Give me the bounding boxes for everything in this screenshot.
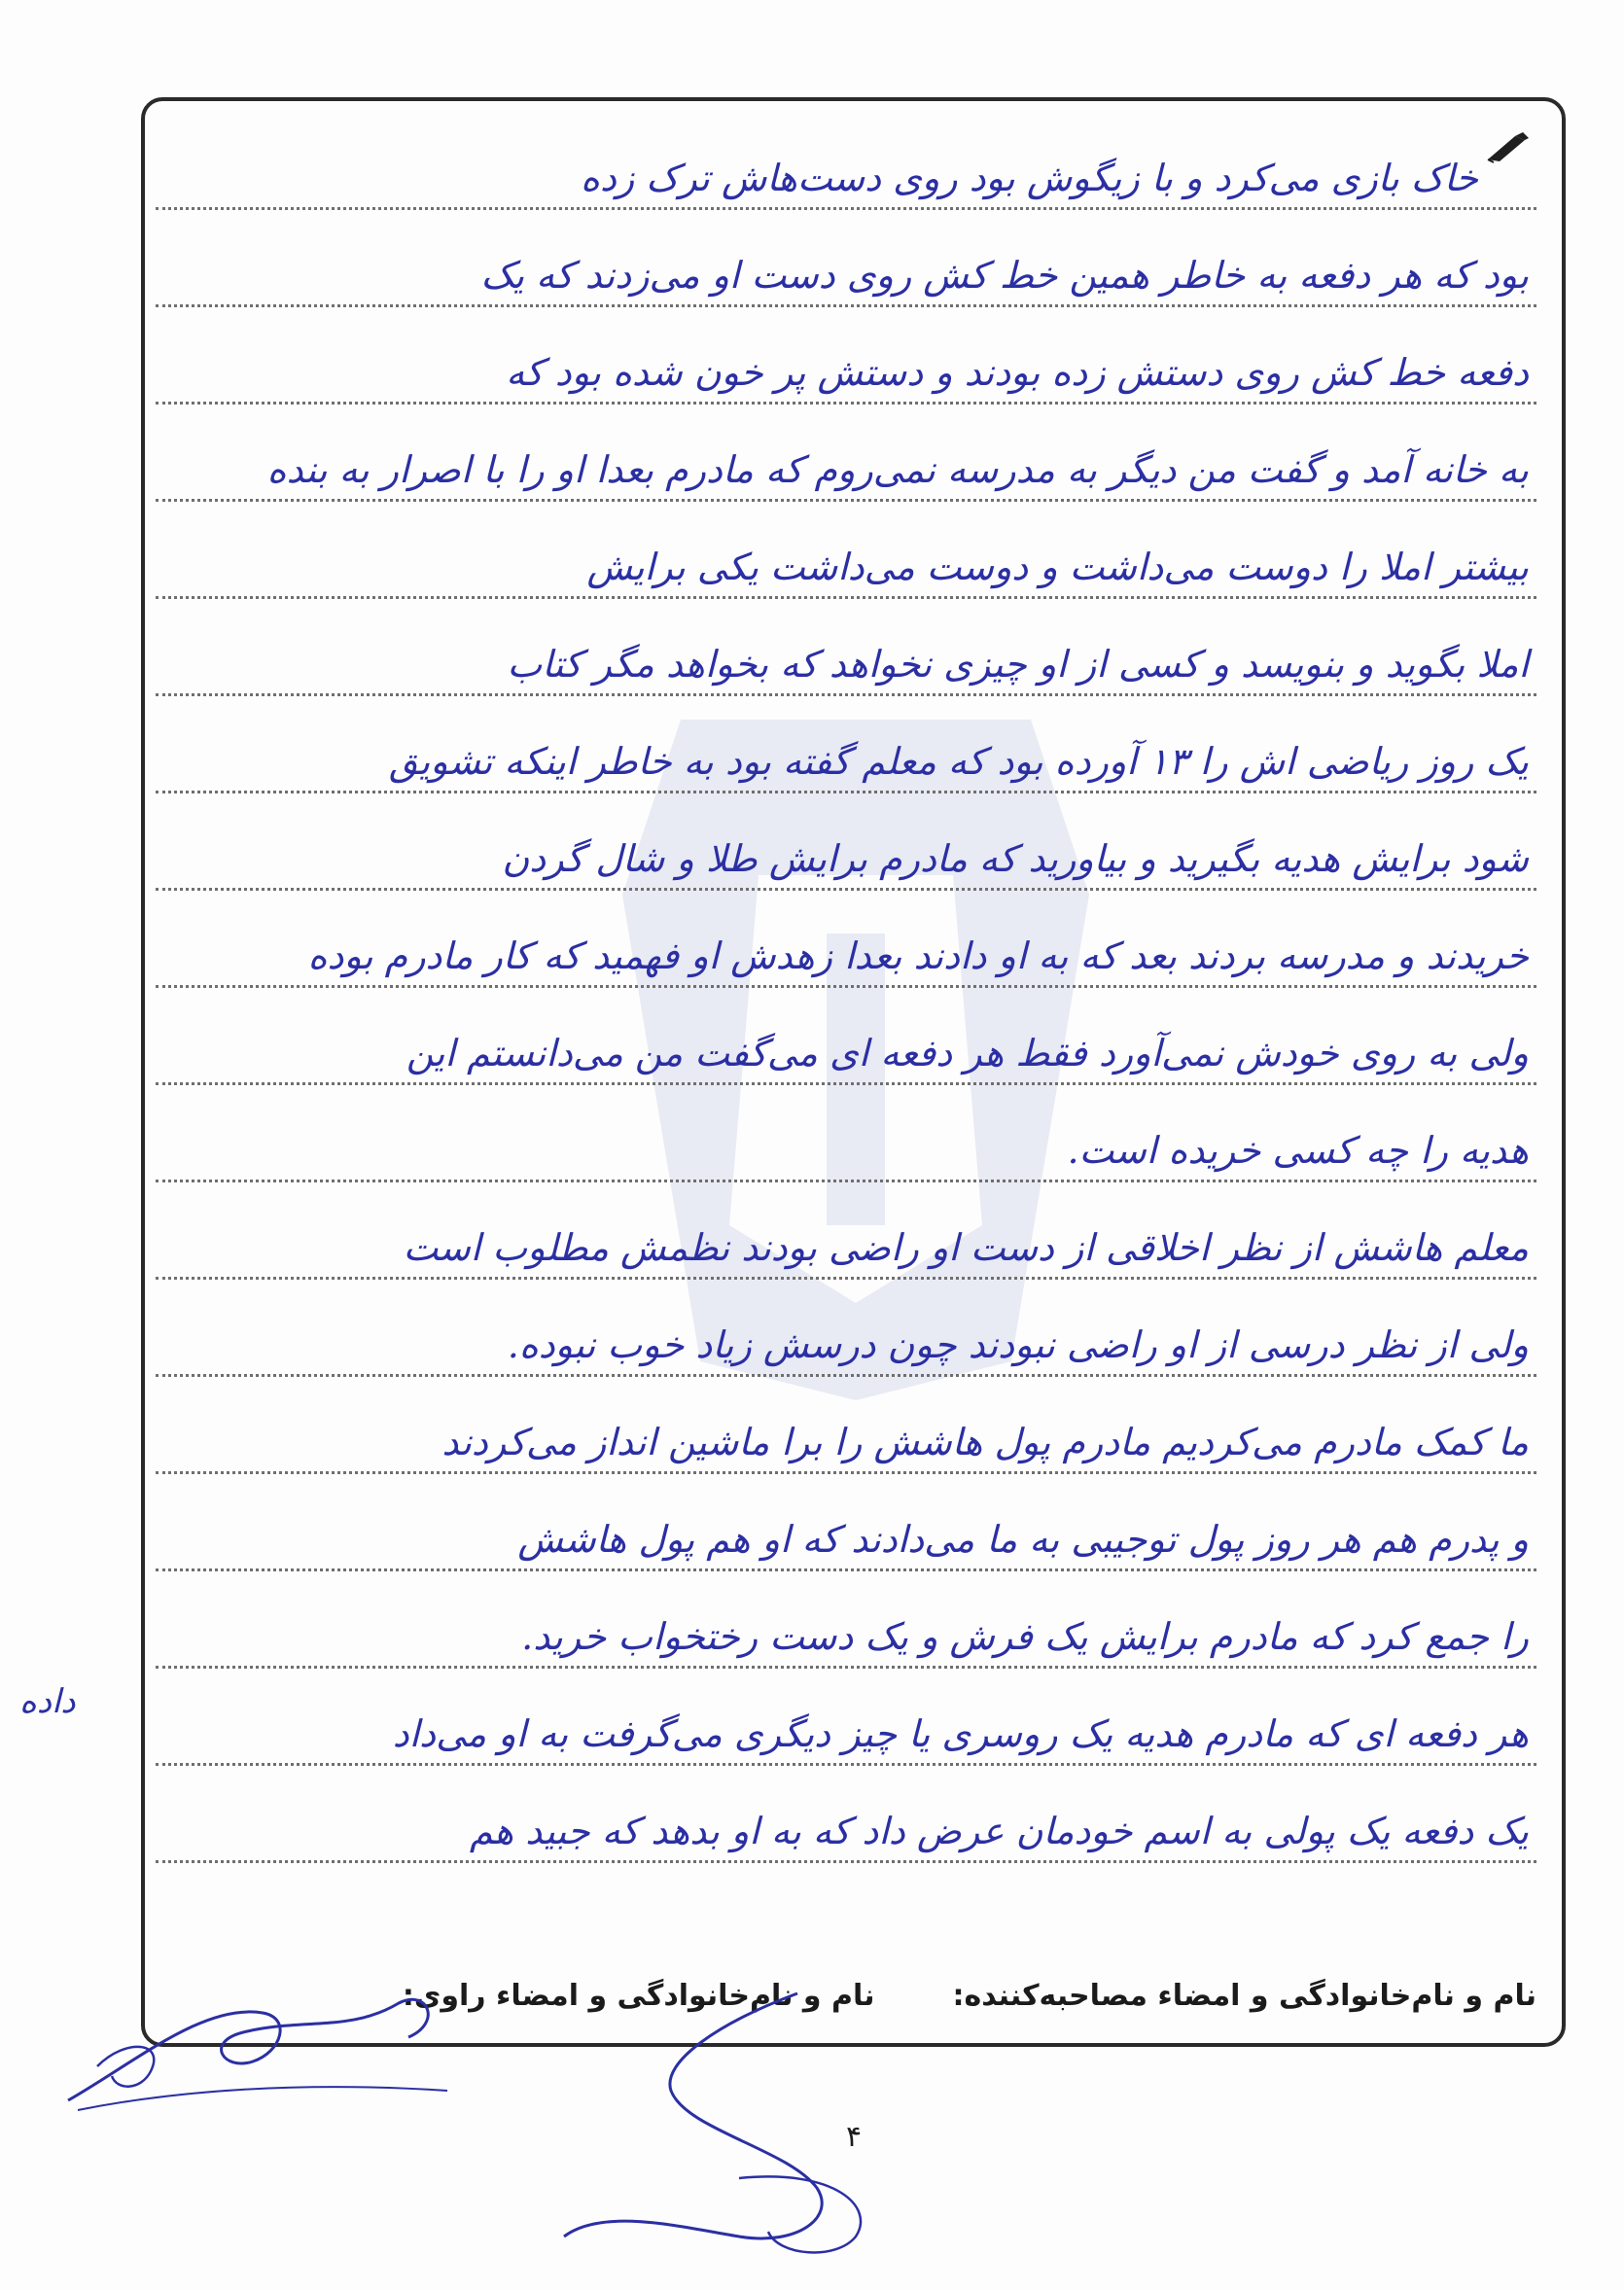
interviewer-signature-label: نام و نام‌خانوادگی و امضاء مصاحبه‌کننده: bbox=[952, 1979, 1536, 2013]
line-text: به خانه آمد و گفت من دیگر به مدرسه نمی‌روم که مادرم بعدا او را با اصرار به بنده bbox=[266, 448, 1529, 492]
page-number: ۴ bbox=[846, 2120, 863, 2154]
line-text: خاک بازی می‌کرد و با زیگوش بود روی دست‌هاش ترک زده bbox=[581, 157, 1478, 200]
line-text: هر دفعه ای که مادرم هدیه یک روسری یا چیز دیگری می‌گرفت به او می‌داد bbox=[392, 1712, 1529, 1756]
text-line-1 bbox=[156, 117, 1536, 210]
line-text: را جمع کرد که مادرم برایش یک فرش و یک دست رختخواب خرید. bbox=[521, 1615, 1529, 1659]
text-line-10 bbox=[156, 992, 1536, 1085]
text-line-12 bbox=[156, 1186, 1536, 1280]
line-text: املا بگوید و بنویسد و کسی از او چیزی نخواهد که بخواهد مگر کتاب bbox=[507, 643, 1529, 687]
text-line-3 bbox=[156, 311, 1536, 405]
text-line-11 bbox=[156, 1089, 1536, 1182]
text-line-13 bbox=[156, 1284, 1536, 1377]
narrator-signature bbox=[58, 1945, 467, 2139]
line-text: ما کمک مادرم می‌کردیم مادرم پول هاشش را برا ماشین انداز می‌کردند bbox=[441, 1421, 1529, 1464]
text-line-2 bbox=[156, 214, 1536, 307]
text-line-15 bbox=[156, 1478, 1536, 1571]
line-text: یک روز ریاضی اش را ۱۳ آورده بود که معلم گفته بود به خاطر اینکه تشویق bbox=[388, 740, 1529, 784]
line-text: خریدند و مدرسه بردند بعد که به او دادند بعدا زهدش او فهمید که کار مادرم بوده bbox=[307, 934, 1529, 978]
text-line-8 bbox=[156, 797, 1536, 891]
line-text: هدیه را چه کسی خریده است. bbox=[1067, 1129, 1529, 1173]
text-line-6 bbox=[156, 603, 1536, 696]
text-line-16 bbox=[156, 1575, 1536, 1669]
margin-note: داده bbox=[19, 1682, 76, 1721]
line-text: دفعه خط کش روی دستش زده بودند و دستش پر خون شده بود که bbox=[506, 351, 1529, 395]
line-text: بیشتر املا را دوست می‌داشت و دوست می‌داشت یکی برایش bbox=[586, 546, 1529, 589]
text-line-17 bbox=[156, 1673, 1536, 1766]
line-text: شود برایش هدیه بگیرید و بیاورید که مادرم برایش طلا و شال گردن bbox=[502, 837, 1529, 881]
text-line-7 bbox=[156, 700, 1536, 793]
line-text: بود که هر دفعه به خاطر همین خط کش روی دست او می‌زدند که یک bbox=[480, 254, 1529, 298]
line-text: ولی از نظر درسی از او راضی نبودند چون درسش زیاد خوب نبوده. bbox=[507, 1323, 1529, 1367]
interviewer-signature bbox=[545, 1984, 953, 2275]
text-line-5 bbox=[156, 506, 1536, 599]
handwritten-body bbox=[156, 117, 1536, 1955]
text-line-9 bbox=[156, 895, 1536, 988]
line-text: یک دفعه یک پولی به اسم خودمان عرض داد که به او بدهد که جبید هم bbox=[469, 1810, 1529, 1853]
line-text: و پدرم هم هر روز پول توجیبی به ما می‌دادند که او هم پول هاشش bbox=[517, 1518, 1529, 1562]
narrator-signature-label: نام و نام‌خانوادگی و امضاء راوی: bbox=[402, 1979, 875, 2013]
line-text: معلم هاشش از نظر اخلاقی از دست او راضی بودند نظمش مطلوب است bbox=[403, 1226, 1529, 1270]
line-text: ولی به روی خودش نمی‌آورد فقط هر دفعه ای می‌گفت من می‌دانستم این bbox=[406, 1032, 1529, 1075]
text-line-4 bbox=[156, 408, 1536, 502]
text-line-14 bbox=[156, 1381, 1536, 1474]
text-line-18 bbox=[156, 1770, 1536, 1863]
